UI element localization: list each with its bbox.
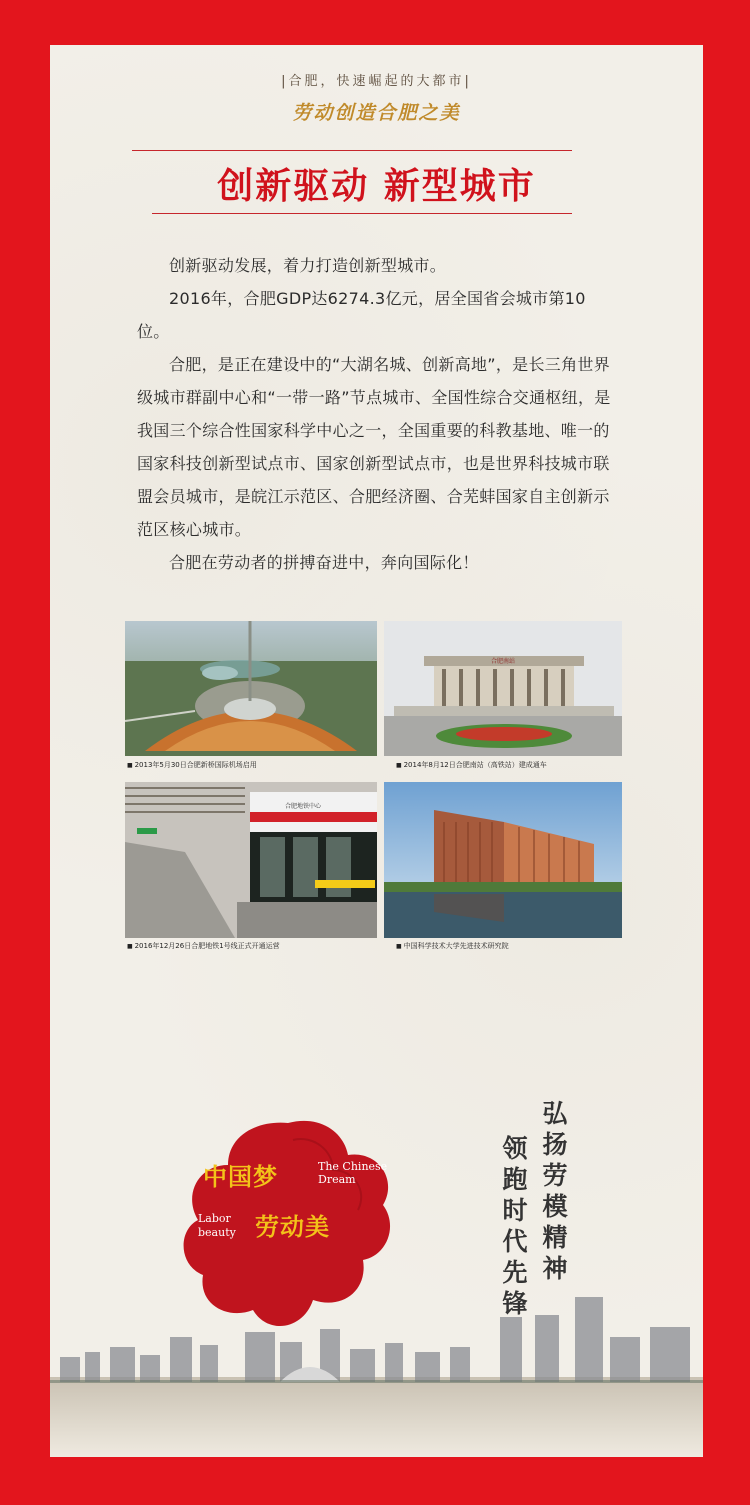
logo-dream-cn: 中国梦 [203,1163,278,1191]
vertical-slogan-2: 领跑时代先锋 [499,1135,528,1321]
title-top-rule [132,150,572,151]
photo-institute [384,782,622,938]
paragraph-intro: 创新驱动发展，着力打造创新型城市。 [169,256,447,275]
header-tagline: |合肥，快速崛起的大都市| [281,74,472,89]
photo-airport [125,621,377,756]
poster-panel [50,45,703,1457]
caption-station: ■ 2014年8月12日合肥南站（高铁站）建成通车 [396,760,547,770]
photo-metro [125,782,377,938]
vertical-slogan-1: 弘扬劳模精神 [539,1100,568,1286]
page-title: 创新驱动 新型城市 [217,166,536,207]
logo-dream-en: The Chinese Dream [318,1160,388,1186]
title-bottom-rule [152,213,572,214]
paragraph-gdp: 2016年，合肥GDP达6274.3亿元，居全国省会城市第10位。 [137,289,586,341]
caption-metro: ■ 2016年12月26日合肥地铁1号线正式开通运营 [127,941,280,951]
photo-station [384,621,622,756]
paragraph-closing: 合肥在劳动者的拼搏奋进中，奔向国际化！ [169,553,479,572]
body-text [137,249,617,579]
logo-labor-en: Labor beauty [198,1212,236,1239]
station-sign: 合肥南站 [490,659,516,665]
paragraph-hefei: 合肥，是正在建设中的“大湖名城、创新高地”，是长三角世界级城市群副中心和“一带一路”节点城市、全国性综合交通枢纽，是我国三个综合性国家科学中心之一，全国重要的科教基地、唯一的国家科技创新型试点市、国家创新型试点市，也是世界科技城市联盟会员城市，是皖江示范区、合肥经济圈、合芜蚌国家自主创新示范区核心城市。 [137,355,611,539]
metro-sign: 合肥地铁中心 [285,804,322,810]
caption-airport: ■ 2013年5月30日合肥新桥国际机场启用 [127,760,257,770]
header-slogan: 劳动创造合肥之美 [292,102,461,124]
caption-institute: ■ 中国科学技术大学先进技术研究院 [396,941,509,951]
logo-labor-cn: 劳动美 [255,1213,330,1241]
